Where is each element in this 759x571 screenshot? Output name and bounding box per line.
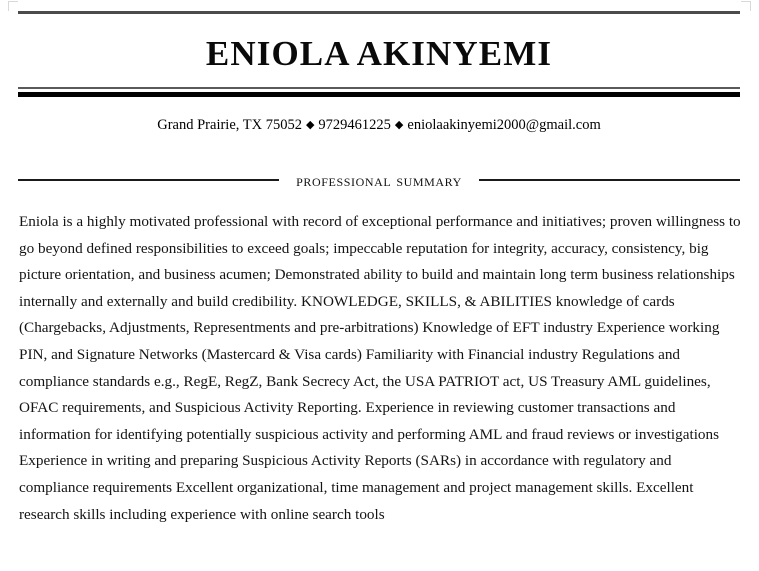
header-divider-thin-rule xyxy=(18,87,740,89)
candidate-name: ENIOLA AKINYEMI xyxy=(205,33,553,73)
professional-summary-body xyxy=(19,209,741,528)
candidate-name-block xyxy=(18,28,740,78)
section-heading-label: professional summary xyxy=(296,170,462,190)
contact-line xyxy=(18,116,740,134)
professional-summary-paragraph: Eniola is a highly motivated professional with record of exceptional performance and initiatives; proven willingness to go beyond defined responsibilities to exceed goals; impeccable reputation for integrity, accuracy, consistency, big picture orientation, and business acumen; Demonstrated ability to build and maintain long term business relationships internally and externally and build credibility. KNOWLEDGE, SKILLS, & ABILITIES knowledge of cards (Chargebacks, Adjustments, Representments and pre-arbitrations) Knowledge of EFT industry Experience working PIN, and Signature Networks (Mastercard & Visa cards) Familiarity with Financial industry Regulations and compliance standards e.g., RegE, RegZ, Bank Secrecy Act, the USA PATRIOT act, US Treasury AML guidelines, OFAC requirements, and Suspicious Activity Reporting. Experience in reviewing customer transactions and information for identifying potentially suspicious activity and performing AML and fraud reviews or investigations Experience in writing and preparing Suspicious Activity Reports (SARs) in accordance with regulatory and compliance requirements Excellent organizational, time management and project management skills. Excellent research skills including experience with online search tools xyxy=(19,213,741,523)
contact-separator-diamond-icon: ◆ xyxy=(305,119,315,131)
contact-email: eniolaakinyemi2000@gmail.com xyxy=(407,117,601,133)
contact-location: Grand Prairie, TX 75052 xyxy=(157,117,302,133)
page-margin-corner-icon xyxy=(741,1,751,11)
section-heading-professional-summary xyxy=(18,170,740,190)
header-top-rule xyxy=(18,11,740,14)
contact-phone: 9729461225 xyxy=(318,117,391,133)
header-divider-thick-rule xyxy=(18,92,740,97)
contact-separator-diamond-icon: ◆ xyxy=(394,119,404,131)
page-margin-corner-icon xyxy=(8,1,18,11)
section-heading-rule-right xyxy=(479,179,740,181)
section-heading-rule-left xyxy=(18,179,279,181)
